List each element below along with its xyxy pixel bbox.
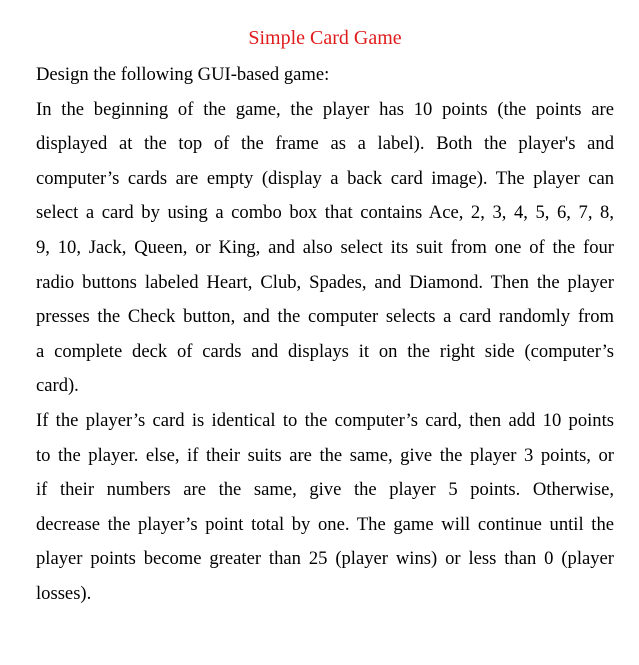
paragraph-line: computer’s cards are empty (display a back card image). The player can [36,167,614,189]
paragraph-line: if their numbers are the same, give the player 5 points. Otherwise, [36,479,614,501]
paragraph-line: displayed at the top of the frame as a label). Both the player's and [36,133,614,155]
document-page [36,24,614,612]
paragraph-line: losses). [36,582,92,604]
paragraph-line: to the player. else, if their suits are the same, give the player 3 points, or [36,444,614,466]
paragraph-line: presses the Check button, and the computer selects a card randomly from [36,306,614,328]
paragraph-line: player points become greater than 25 (player wins) or less than 0 (player [36,548,614,570]
paragraph-line: In the beginning of the game, the player has 10 points (the points are [36,98,614,120]
intro-line: Design the following GUI-based game: [36,64,330,85]
paragraph-line: radio buttons labeled Heart, Club, Spades, and Diamond. Then the player [36,271,614,293]
document-title: Simple Card Game [248,27,402,49]
paragraph-line: select a card by using a combo box that contains Ace, 2, 3, 4, 5, 6, 7, 8, [36,202,614,224]
paragraph-line: decrease the player’s point total by one. The game will continue until the [36,513,614,535]
paragraph-line: If the player’s card is identical to the computer’s card, then add 10 points [36,409,614,431]
paragraph-line: 9, 10, Jack, Queen, or King, and also select its suit from one of the four [36,236,614,258]
paragraph-line: card). [36,375,79,397]
paragraph-line: a complete deck of cards and displays it on the right side (computer’s [36,340,614,362]
